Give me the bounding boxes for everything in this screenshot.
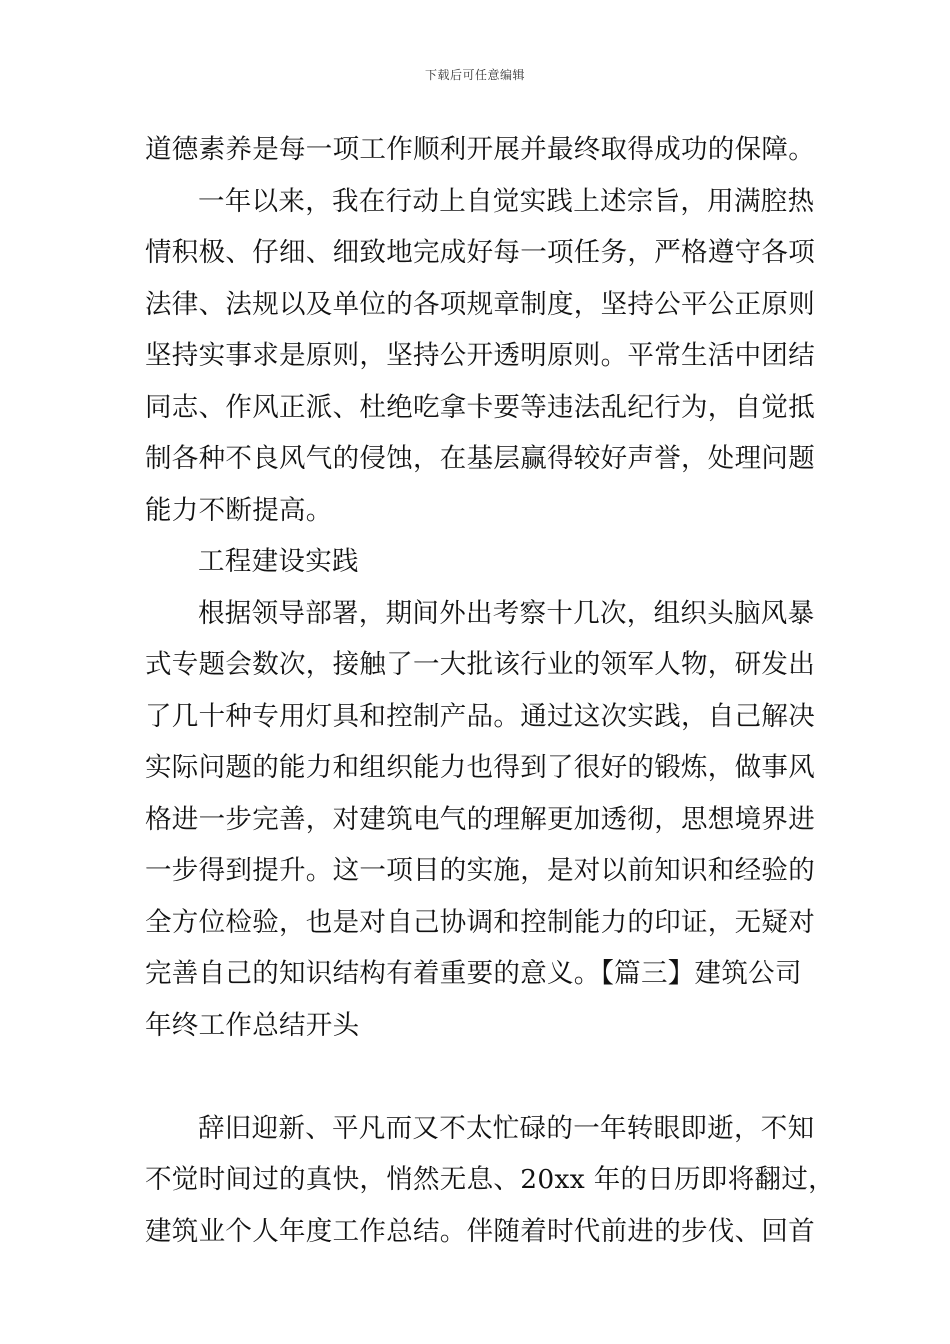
text-line: 格进一步完善，对建筑电气的理解更加透彻，思想境界进 bbox=[145, 803, 815, 835]
text-line: 法律、法规以及单位的各项规章制度，坚持公平公正原则 bbox=[145, 288, 815, 320]
text-line: 了几十种专用灯具和控制产品。通过这次实践，自己解决 bbox=[145, 700, 815, 732]
text-line: 坚持实事求是原则，坚持公开透明原则。平常生活中团结 bbox=[145, 340, 815, 371]
text-line: 能力不断提高。 bbox=[145, 494, 333, 526]
text-line: 辞旧迎新、平凡而又不太忙碌的一年转眼即逝，不知 bbox=[198, 1112, 815, 1144]
text-line: 式专题会数次，接触了一大批该行业的领军人物，研发出 bbox=[145, 649, 815, 680]
text-line: 全方位检验，也是对自己协调和控制能力的印证，无疑对 bbox=[145, 906, 815, 938]
text-line: 不觉时间过的真快，悄然无息、20xx 年的日历即将翻过， bbox=[145, 1164, 835, 1195]
paragraph-spacer bbox=[145, 1051, 809, 1103]
text-line: 建筑业个人年度工作总结。伴随着时代前进的步伐、回首 bbox=[145, 1215, 815, 1247]
text-line: 道德素养是每一项工作顺利开展并最终取得成功的保障。 bbox=[145, 134, 815, 165]
text-line: 完善自己的知识结构有着重要的意义。【篇三】建筑公司 bbox=[145, 958, 802, 989]
text-line: 同志、作风正派、杜绝吃拿卡要等违法乱纪行为，自觉抵 bbox=[145, 391, 815, 423]
text-line: 一年以来，我在行动上自觉实践上述宗旨，用满腔热 bbox=[198, 185, 815, 217]
text-line: 实际问题的能力和组织能力也得到了很好的锻炼，做事风 bbox=[145, 752, 815, 783]
text-line: 根据领导部署，期间外出考察十几次，组织头脑风暴 bbox=[198, 597, 815, 629]
document-body bbox=[145, 124, 835, 1257]
text-line: 情积极、仔细、细致地完成好每一项任务，严格遵守各项 bbox=[145, 237, 815, 268]
text-line: 年终工作总结开头 bbox=[145, 1009, 360, 1041]
section-heading: 工程建设实践 bbox=[198, 546, 359, 577]
page-header-note: 下载后可任意编辑 bbox=[424, 68, 525, 82]
text-line: 制各种不良风气的侵蚀，在基层赢得较好声誉，处理问题 bbox=[145, 443, 815, 474]
text-line: 一步得到提升。这一项目的实施，是对以前知识和经验的 bbox=[145, 855, 815, 886]
